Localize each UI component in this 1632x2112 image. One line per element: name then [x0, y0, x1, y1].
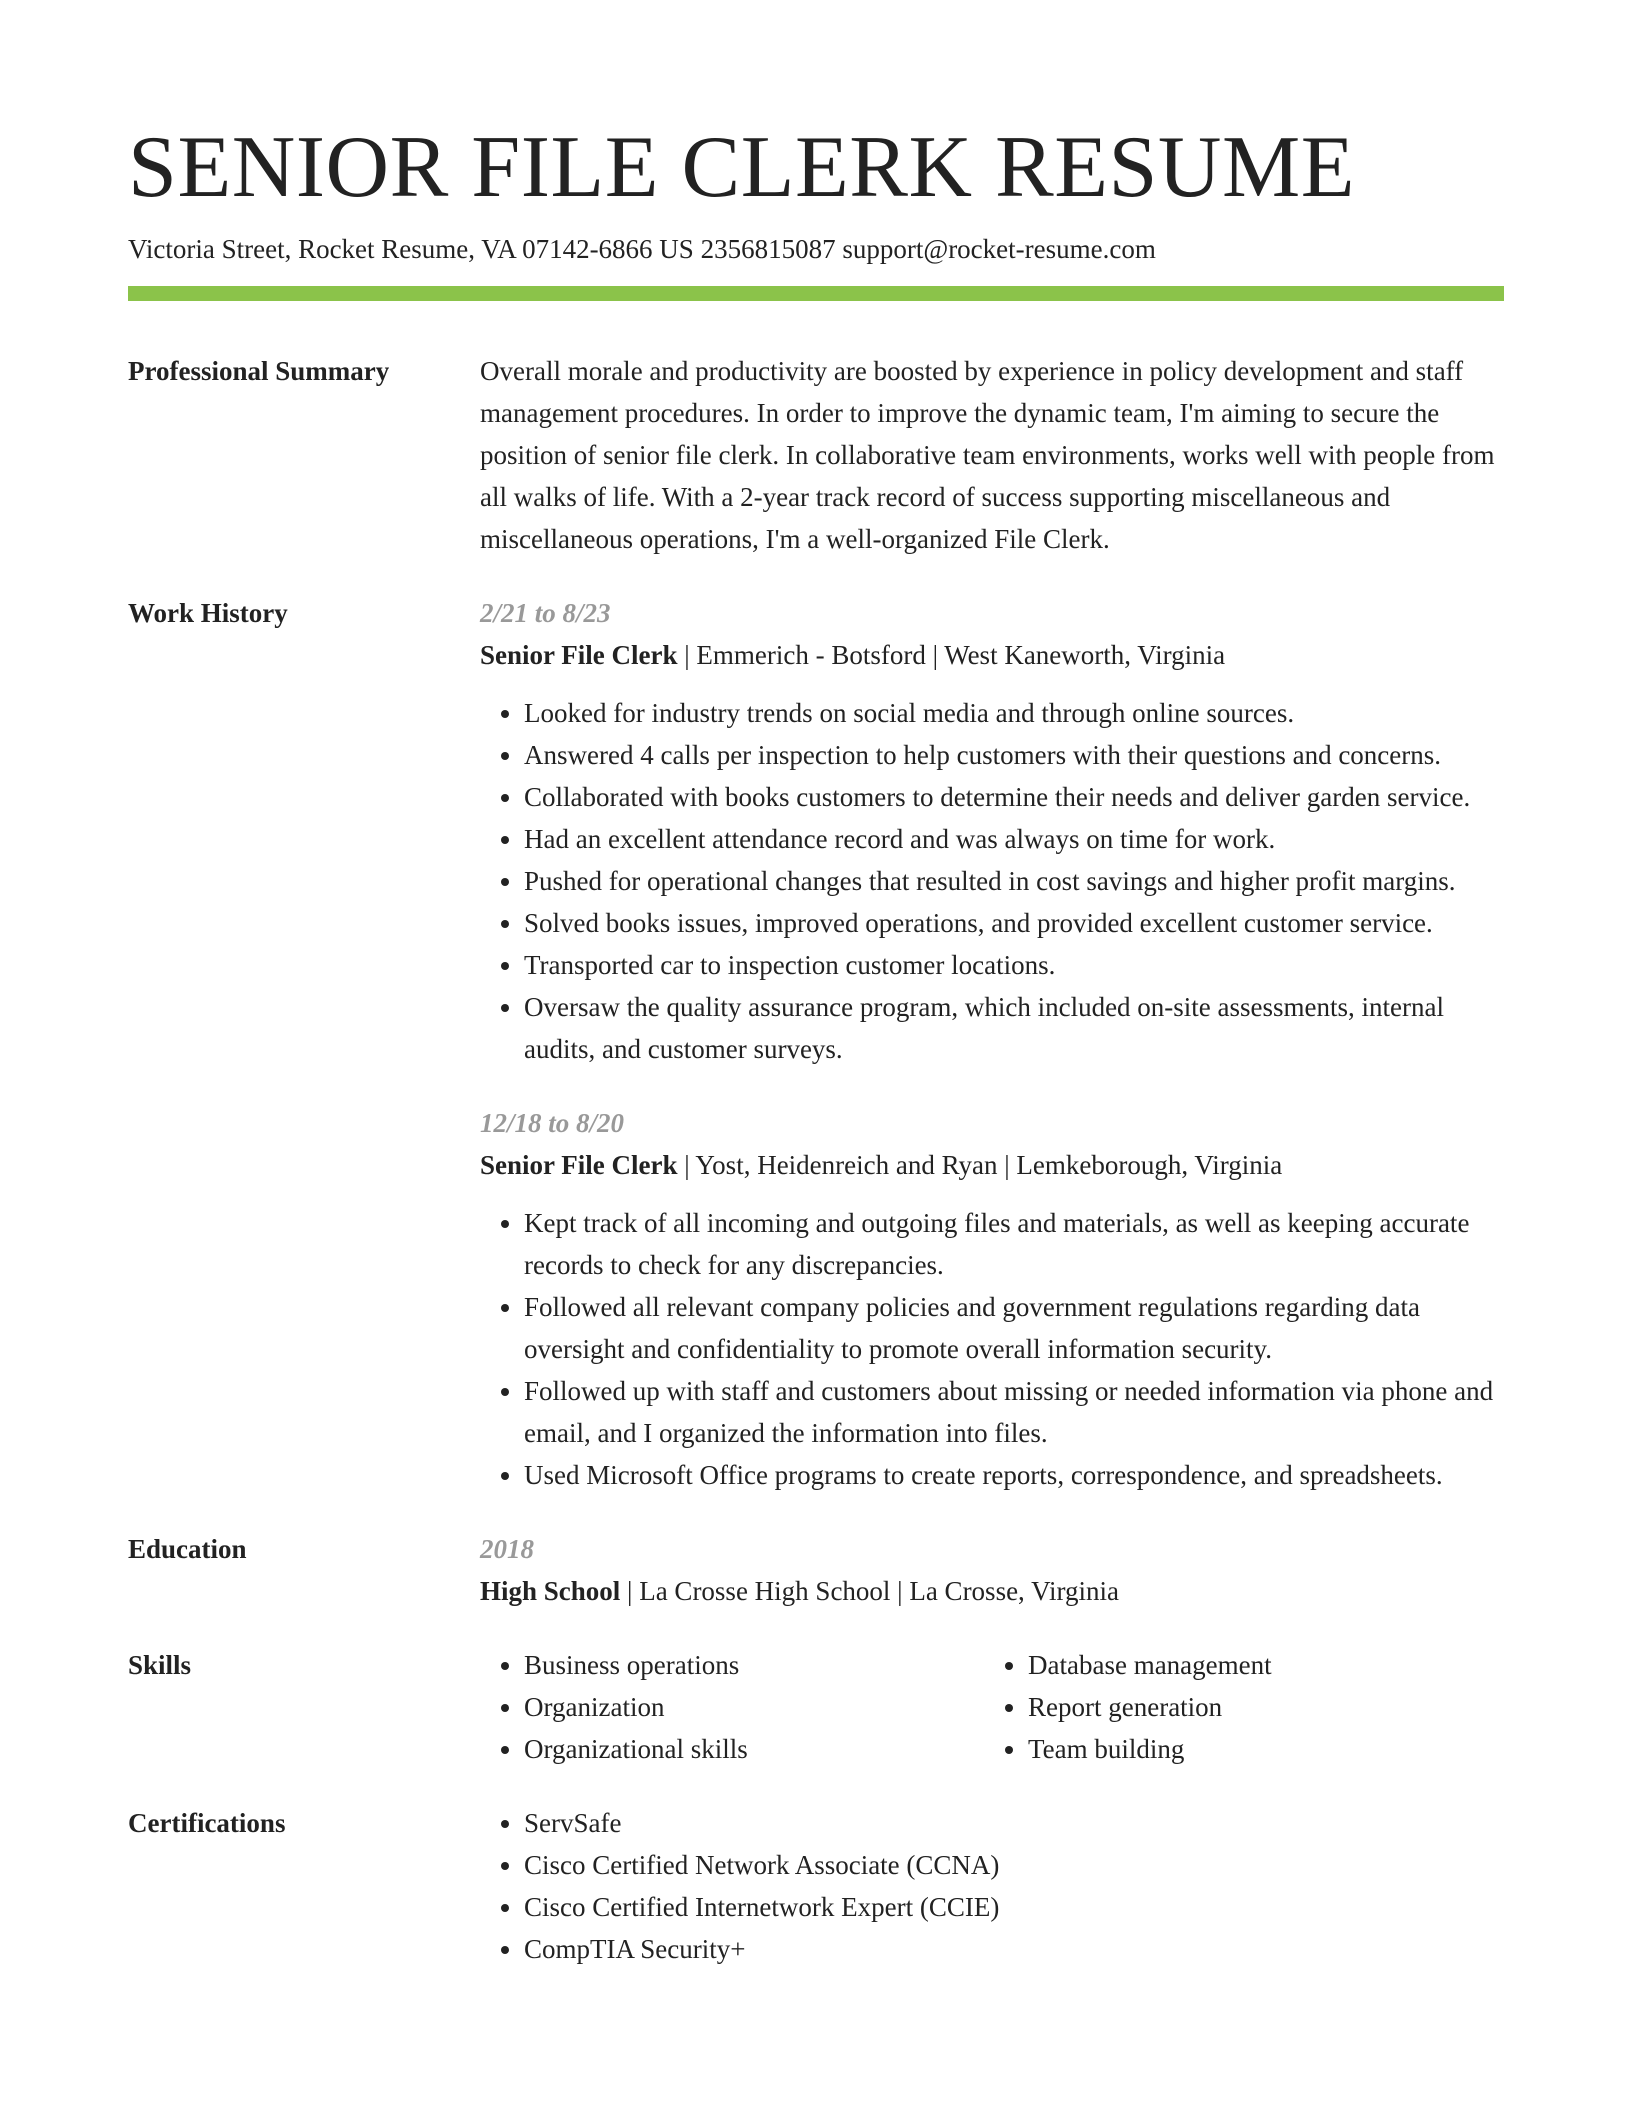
job-bullet: • Transported car to inspection customer locations.	[524, 944, 1504, 986]
education-details: | La Crosse High School | La Crosse, Virginia	[620, 1576, 1119, 1606]
resume-title: SENIOR FILE CLERK RESUME	[128, 119, 1355, 216]
job-heading	[480, 1144, 1504, 1186]
skills-body	[480, 1644, 1504, 1770]
certification-item: • CompTIA Security+	[524, 1928, 1504, 1970]
skills-label: Skills	[128, 1650, 192, 1680]
education-body	[480, 1528, 1504, 1612]
certification-item: • Cisco Certified Network Associate (CCNA)	[524, 1844, 1504, 1886]
certifications-list	[480, 1802, 1504, 1970]
job-title: Senior File Clerk	[480, 1150, 678, 1180]
skills-column-right	[984, 1644, 1488, 1770]
job-bullet: • Solved books issues, improved operations, and provided excellent customer service.	[524, 902, 1504, 944]
skills-grid	[480, 1644, 1504, 1770]
summary-label: Professional Summary	[128, 356, 390, 386]
skill-item: • Organization	[524, 1686, 984, 1728]
certification-item: • ServSafe	[524, 1802, 1504, 1844]
skills-section	[128, 1644, 1504, 1770]
job-title: Senior File Clerk	[480, 640, 678, 670]
summary-body	[480, 350, 1504, 560]
job-details: | Yost, Heidenreich and Ryan | Lemkeborough, Virginia	[677, 1150, 1283, 1180]
job-bullet: • Collaborated with books customers to determine their needs and deliver garden service.	[524, 776, 1504, 818]
skill-item: • Report generation	[1028, 1686, 1488, 1728]
certifications-body	[480, 1802, 1504, 1970]
resume-sections	[128, 350, 1504, 2002]
skill-item: • Business operations	[524, 1644, 984, 1686]
job-heading	[480, 634, 1504, 676]
job-bullet: • Followed all relevant company policies and government regulations regarding data oversight and confidentiality to promote overall information security.	[524, 1286, 1504, 1370]
skill-item: • Team building	[1028, 1728, 1488, 1770]
job-bullet: • Answered 4 calls per inspection to help customers with their questions and concerns.	[524, 734, 1504, 776]
education-section	[128, 1528, 1504, 1612]
job-dates: 2/21 to 8/23	[480, 598, 611, 628]
job-bullet: • Followed up with staff and customers about missing or needed information via phone and email, and I organized the information into files.	[524, 1370, 1504, 1454]
job-bullet: • Had an excellent attendance record and was always on time for work.	[524, 818, 1504, 860]
job-bullet: • Kept track of all incoming and outgoing files and materials, as well as keeping accurate records to check for any discrepancies.	[524, 1202, 1504, 1286]
header-divider	[128, 286, 1504, 301]
job-bullet: • Pushed for operational changes that resulted in cost savings and higher profit margins.	[524, 860, 1504, 902]
skill-item: • Database management	[1028, 1644, 1488, 1686]
job-dates: 12/18 to 8/20	[480, 1108, 625, 1138]
job-bullets	[480, 1202, 1504, 1496]
job-bullet: • Oversaw the quality assurance program, which included on-site assessments, internal audits, and customer surveys.	[524, 986, 1504, 1070]
work-history-section	[128, 592, 1504, 1496]
work-history-body	[480, 592, 1504, 1496]
education-dates: 2018	[480, 1534, 534, 1564]
job-bullets	[480, 692, 1504, 1070]
work-history-label: Work History	[128, 598, 288, 628]
certifications-section	[128, 1802, 1504, 1970]
summary-section	[128, 350, 1504, 560]
job-entry	[480, 1102, 1504, 1496]
certification-item: • Cisco Certified Internetwork Expert (CCIE)	[524, 1886, 1504, 1928]
certifications-label: Certifications	[128, 1808, 286, 1838]
education-label: Education	[128, 1534, 247, 1564]
job-details: | Emmerich - Botsford | West Kaneworth, Virginia	[677, 640, 1226, 670]
skill-item: • Organizational skills	[524, 1728, 984, 1770]
contact-line: Victoria Street, Rocket Resume, VA 07142-6866 US 2356815087 support@rocket-resume.com	[128, 234, 1156, 264]
summary-text: Overall morale and productivity are boosted by experience in policy development and staff management procedures. In order to improve the dynamic team, I'm aiming to secure the position of senior file clerk. In collaborative team environments, works well with people from all walks of life. With a 2-year track record of success supporting miscellaneous and miscellaneous operations, I'm a well-organized File Clerk.	[480, 356, 1495, 554]
education-degree: High School	[480, 1576, 621, 1606]
job-bullet: • Used Microsoft Office programs to create reports, correspondence, and spreadsheets.	[524, 1454, 1504, 1496]
skills-column-left	[480, 1644, 984, 1770]
job-entry	[480, 592, 1504, 1070]
education-heading	[480, 1570, 1504, 1612]
job-bullet: • Looked for industry trends on social media and through online sources.	[524, 692, 1504, 734]
